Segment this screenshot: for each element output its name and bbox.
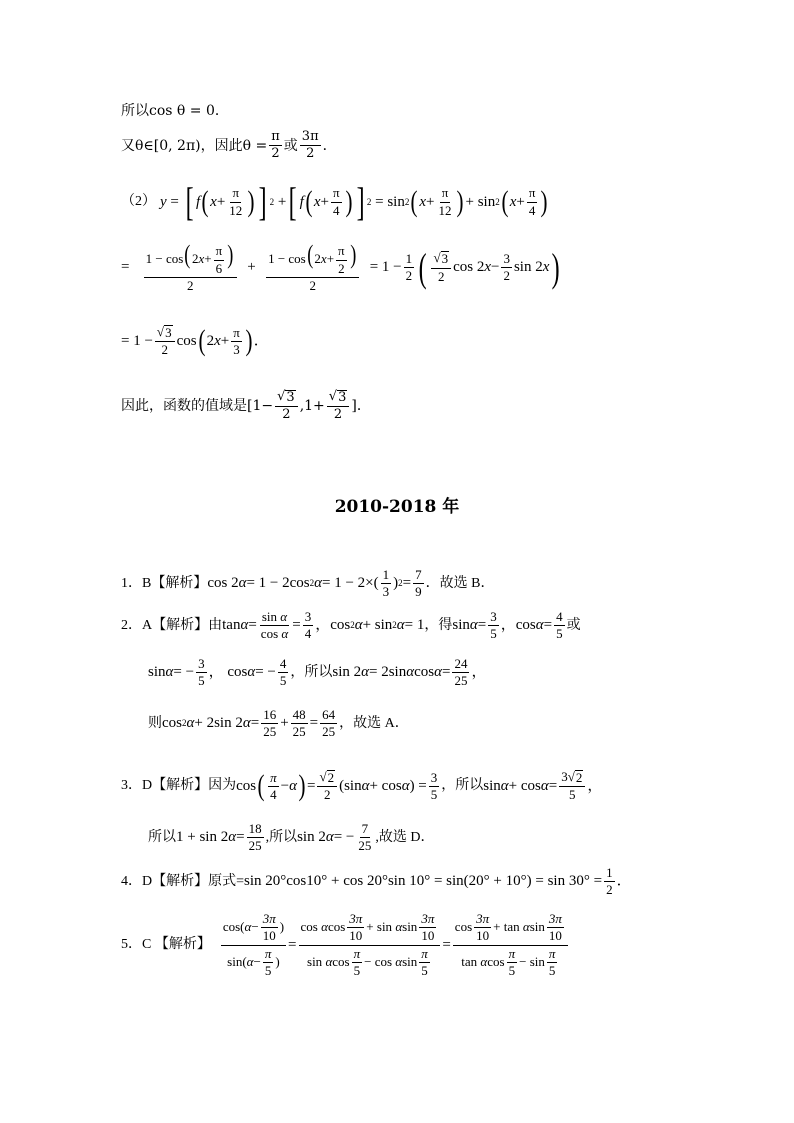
item-4: 4．D【解析】原式= sin 20°cos10° + cos 20°sin 10° = sin(20° + 10°) = sin 30° = $\frac{1}{2}$ ． — [121, 865, 632, 898]
equation-line-3: （2） y = [ f ( x + $\frac{\pi}{12}$ ) ] 2 + [ f ( x + $\frac{\pi}{4}$ ) ] 2 = sin 2 ( x + $\frac{\pi}{12}$ ) + sin 2 ( x + $\frac{\pi}{4}$ ) — [121, 179, 548, 224]
frac-pi-2: $\frac{\pi}{2}$ — [271, 129, 280, 162]
line-2-text-a: 又θ∈[0, 2π)，因此θ = — [121, 137, 268, 154]
item-3-sep-b: ， — [587, 777, 603, 794]
text-line-range: 因此，函数的值域是[1− √ 3 2 ,1+ √ 3 2 ]． — [121, 389, 371, 423]
line-1-text: 所以cos θ = 0． — [121, 103, 229, 119]
item-2-line-a: 2．A【解析】由 tan α = $\frac{\text{sin α}}{\text{cos α}}$ = $\frac{3}{4}$ ， cos 2 α + sin 2 α = 1 ，得 sin α = $\frac{3}{5}$ ， cos α = $\frac{4}{5}$ 或 — [121, 609, 581, 642]
item-5-label: 5．C 【解析】 — [121, 937, 211, 953]
item-2-sep-f: ， — [471, 664, 487, 681]
frac-3pi-2: $\frac{3\pi}{2}$ — [301, 129, 319, 162]
item-1-label: 1．B【解析】 — [121, 575, 208, 591]
item-2-label: 2．A【解析】由 — [121, 617, 223, 633]
item-2-sep-h: ，故选 A． — [339, 715, 409, 731]
item-2-sep-a: ， — [315, 617, 331, 634]
item-2-sep-d: 或 — [566, 617, 581, 633]
item-2-sep-c: ， — [500, 617, 516, 634]
text-line-2 — [121, 130, 337, 162]
line-2-text-c: ． — [322, 137, 337, 154]
item-3-sep-a: ，所以 — [441, 778, 484, 794]
item-3-sep-e: ,故选 D． — [375, 829, 435, 845]
item-1: 1．B【解析】 cos 2 α = 1 − 2cos 2 α = 1 − 2×( $\frac{1}{3}$ ) 2 = $\frac{7}{9}$ ．故选 B． — [121, 567, 495, 600]
item-5: 5．C 【解析】 cos(α− $\frac{3\pi}{10}$ ) sin(α− $\frac{\pi}{5}$ ) = cos αcos $\frac{3\pi}{10}$ + sin αsin $\frac{3\pi}{10}$ sin αcos $\frac{\pi}{5}$ − cos αsin $\frac{\pi}{5}$ = cos $\frac{3\pi}{10}$ + tan αsin $\frac{3\pi}{10}$ tan αcos $\frac{\pi}{5}$ − sin $\frac{\pi}{5}$ — [121, 912, 570, 978]
item-2-line-b: sin α = − $\frac{3}{5}$ ， cos α = − $\frac{4}{5}$ ，所以 sin 2 α = 2sin α cos α = $\frac{24}{25}$ ， — [148, 656, 487, 689]
line-2-text-b: 或 — [283, 137, 298, 154]
item-3-line-a: 3．D【解析】因为 cos ( $\frac{\pi}{4}$ − α ) = √ 2 2 (sin α + cos α ) = $\frac{3}{5}$ ，所以 sin α + cos α = 3√ 2 5 ， — [121, 769, 603, 803]
range-text-b: ,1+ — [299, 398, 325, 415]
text-line-1 — [121, 104, 229, 118]
range-text-a: 因此，函数的值域是[1− — [121, 398, 274, 415]
item-2-sep-g: 则 — [148, 715, 162, 731]
range-text-c: ]． — [351, 398, 371, 415]
item-2-sep-e: ，所以 — [290, 664, 333, 680]
item-2-line-c: 则 cos 2 α + 2sin 2 α = $\frac{16}{25}$ + $\frac{48}{25}$ = $\frac{64}{25}$ ，故选 A． — [148, 707, 409, 740]
part-2-label: （2） — [121, 194, 156, 209]
equation-line-4: = 1 − cos(2x+ $\frac{\pi}{6}$ ) 2 + 1 − cos(2x+ $\frac{\pi}{2}$ ) 2 = 1 − $\frac{1}{2}$ ( √ 3 2 cos 2 x − $\frac{3}{2}$ sin 2 x ) — [121, 240, 561, 293]
item-4-label: 4．D【解析】原式= — [121, 873, 245, 889]
item-3-label: 3．D【解析】因为 — [121, 778, 237, 794]
equation-line-5: = 1 − √ 3 2 cos ( 2 x + $\frac{\pi}{3}$ ) ． — [121, 324, 269, 358]
item-4-end: ． — [616, 873, 632, 890]
item-3-sep-c: 所以 — [148, 829, 176, 845]
item-1-tail: ．故选 B． — [425, 575, 495, 591]
section-heading: 2010-2018 年 — [334, 497, 460, 517]
item-2-sep-b: ，得 — [424, 617, 453, 633]
item-3-line-b: 所以 1 + sin 2 α = $\frac{18}{25}$ ,所以 sin 2 α = − $\frac{7}{25}$ ,故选 D． — [148, 821, 435, 854]
item-3-sep-d: ,所以 — [265, 829, 298, 845]
